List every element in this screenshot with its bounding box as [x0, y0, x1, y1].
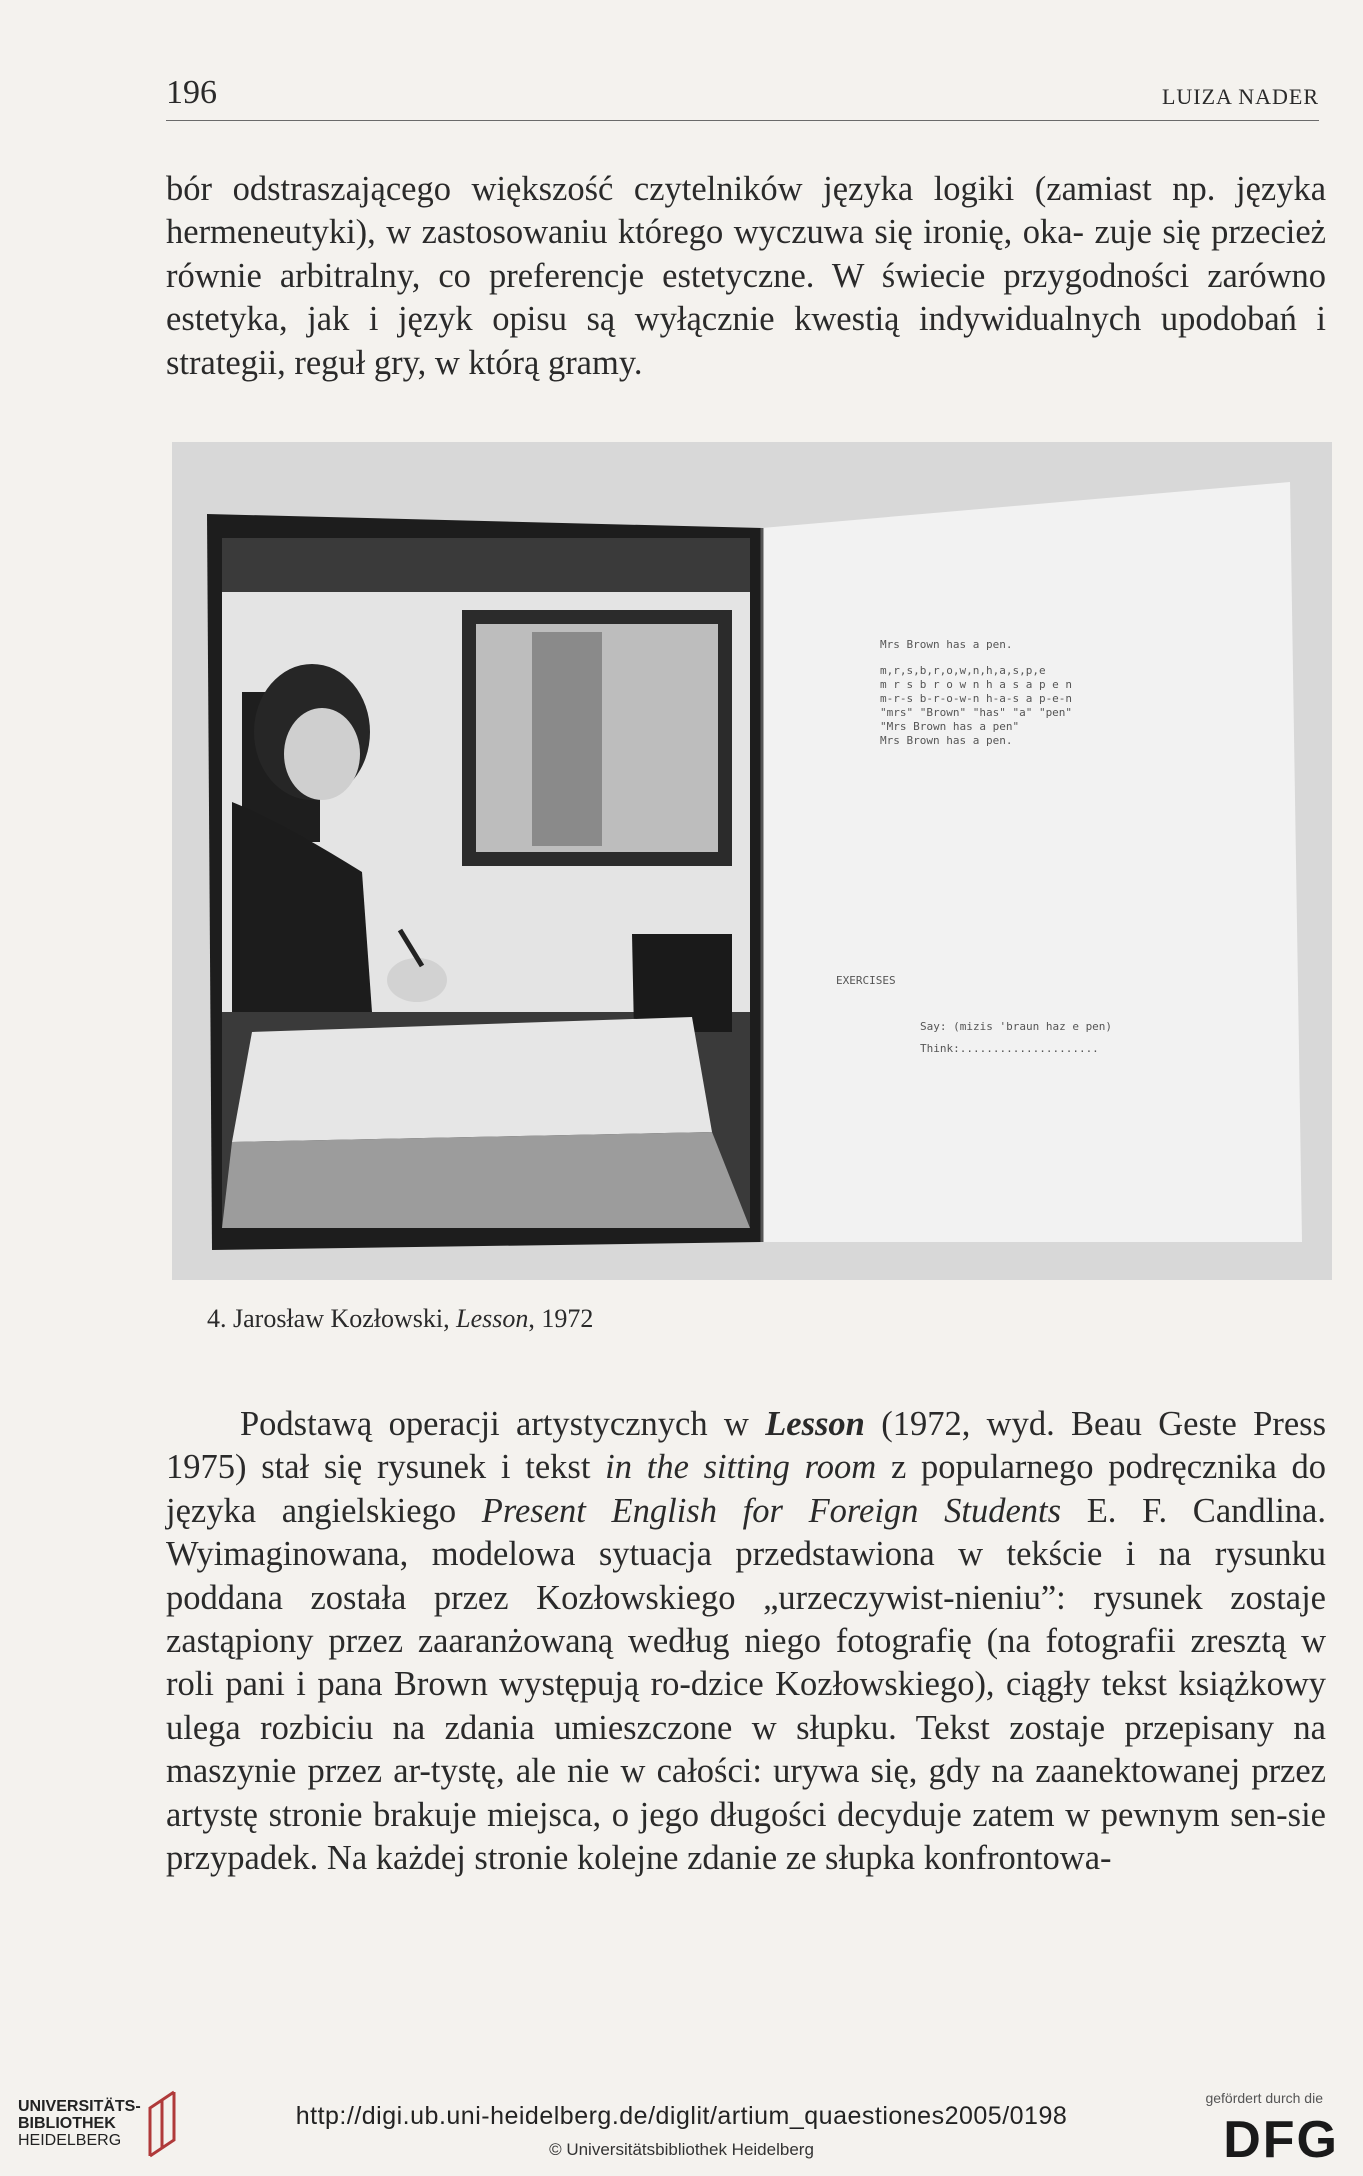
- typed-line: m,r,s,b,r,o,w,n,h,a,s,p,e: [880, 664, 1046, 677]
- book-title: Present English for Foreign Students: [481, 1491, 1062, 1530]
- library-line: UNIVERSITÄTS-: [18, 2098, 141, 2115]
- book-right-page: [762, 482, 1302, 1242]
- text-line: języka hermeneutyki), w zastosowaniu którego wyczuwa się ironię, oka-: [166, 170, 1327, 252]
- exercises-heading: EXERCISES: [836, 974, 896, 987]
- typed-line: Mrs Brown has a pen.: [880, 638, 1013, 651]
- text-line: indywidualnych upodobań i strategii, reguł gry, w którą gramy.: [166, 300, 1327, 382]
- typed-line: Say: (mizis 'braun haz e pen): [920, 1020, 1113, 1033]
- text-run: z popularnego podręcznika do języka angielskiego: [166, 1448, 1327, 1530]
- funded-by-label: gefördert durch die: [1205, 2090, 1323, 2106]
- text-run: (1972, wyd. Beau Geste Press 1975) stał się rysunek i tekst: [166, 1405, 1326, 1487]
- artwork-title: Lesson: [765, 1405, 865, 1443]
- dfg-logo: DFG: [1223, 2111, 1339, 2169]
- typed-line: m r s b r o w n h a s a p e n: [880, 678, 1073, 691]
- typed-line: Mrs Brown has a pen.: [880, 734, 1013, 747]
- typed-line: m-r-s b-r-o-w-n h-a-s a p-e-n: [880, 692, 1073, 705]
- artwork-photograph: [172, 442, 1332, 1280]
- quoted-phrase: in the sitting room: [605, 1448, 877, 1487]
- source-url[interactable]: http://digi.ub.uni-heidelberg.de/diglit/artium_quaestiones2005/0198: [295, 2102, 1068, 2130]
- caption-title: Lesson: [456, 1304, 529, 1333]
- caption-prefix: 4. Jarosław Kozłowski,: [207, 1304, 457, 1333]
- text-run: E. F. Candlina. Wyimaginowana, modelowa sytuacja przedstawiona w tekście i na rysunku poddana została przez Kozłowskiego „urzeczywist-nieniu”: rysunek zostaje zastąpiony przez zaaranżowaną według niego fotografię (na fotografii zresztą w roli pani i pana Brown występują ro-dzice Kozłowskiego), ciągły tekst książkowy ulega rozbiciu na zdania umieszczone w słupku. Tekst zostaje przepisany na maszynie przez ar-tystę, ale nie w całości: urywa się, gdy na zaanektowanej przez artystę stronie brakuje miejsca, o jego długości decyduje zatem w pewnym sen-sie przypadek. Na każdej stronie kolejne zdanie ze słupka konfrontowa-: [166, 1491, 1326, 1878]
- text-line: zuje się przecież równie arbitralny, co preferencje estetyczne. W świecie: [166, 213, 1326, 295]
- text-run: Podstawą operacji artystycznych w: [240, 1405, 766, 1443]
- caption-suffix: , 1972: [528, 1304, 594, 1333]
- figure-caption: [207, 1304, 593, 1334]
- page-header: [166, 74, 1319, 121]
- typed-line: "Mrs Brown has a pen": [880, 720, 1020, 733]
- vase-object: [632, 934, 732, 1032]
- open-book-illustration: [172, 442, 1332, 1280]
- page-number: 196: [166, 74, 217, 111]
- library-line: BIBLIOTHEK: [18, 2115, 116, 2132]
- hand-with-pen: [387, 958, 447, 1002]
- running-head: LUIZA NADER: [1161, 84, 1319, 109]
- digitization-footer: [0, 2080, 1363, 2176]
- copyright-notice: © Universitätsbibliothek Heidelberg: [549, 2140, 814, 2159]
- paragraph-1: [166, 168, 1326, 385]
- typed-line: "mrs" "Brown" "has" "a" "pen": [880, 706, 1073, 719]
- text-line: bór odstraszającego większość czytelników języka logiki (zamiast np.: [166, 170, 1216, 208]
- library-line: HEIDELBERG: [18, 2132, 122, 2149]
- paragraph-2: [166, 1403, 1326, 1880]
- text-line: przygodności zarówno estetyka, jak i język opisu są wyłącznie kwestią: [166, 256, 1327, 339]
- typed-line: Think:.....................: [920, 1042, 1099, 1055]
- table-with-paper: [232, 1017, 712, 1142]
